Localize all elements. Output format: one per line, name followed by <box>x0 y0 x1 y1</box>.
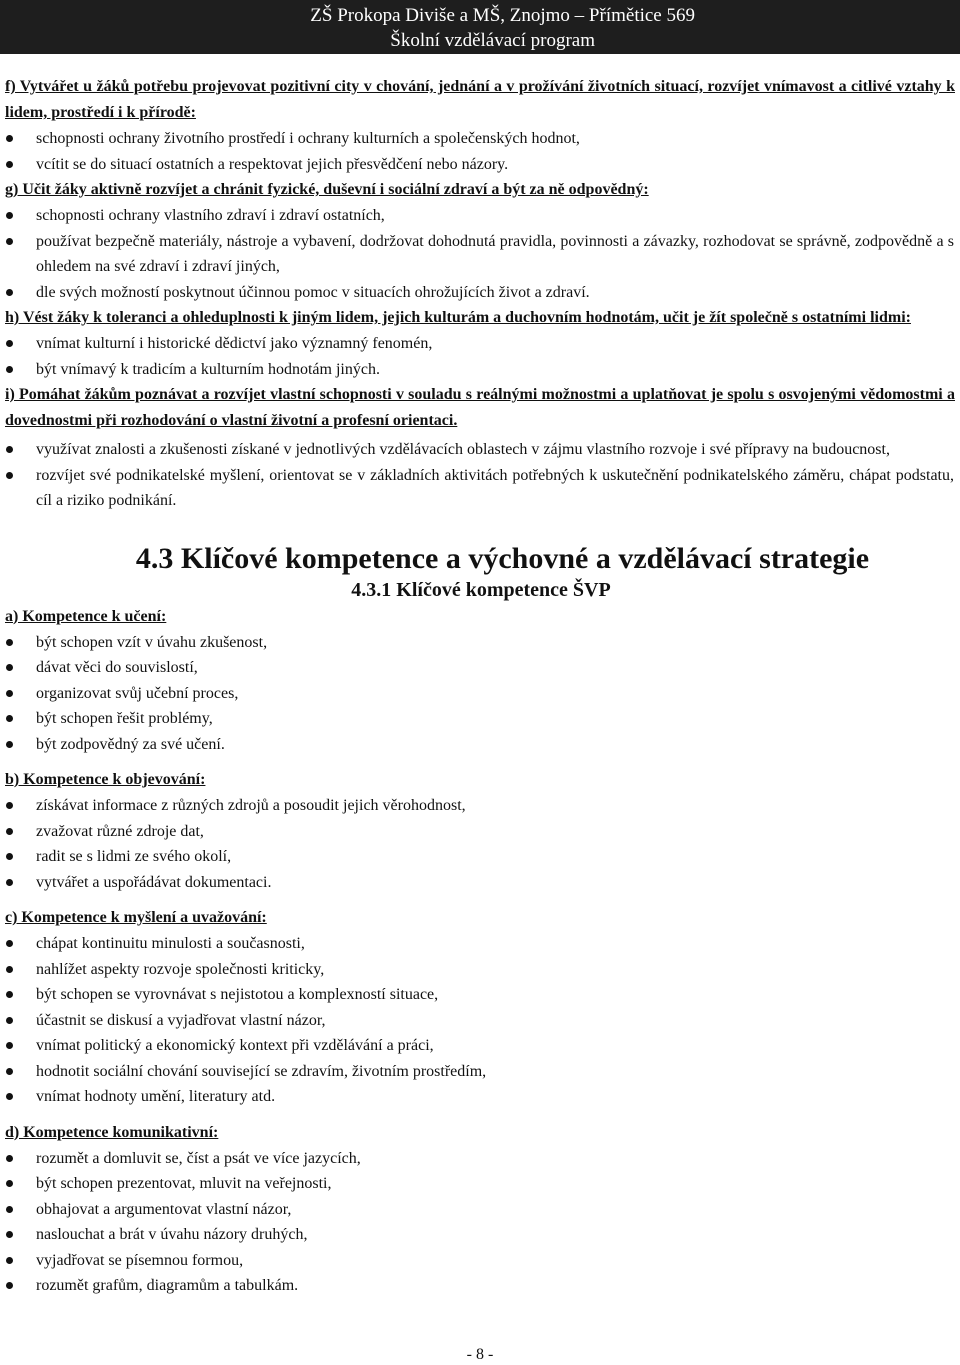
bullet-icon <box>6 802 13 809</box>
list-item: naslouchat a brát v úvahu názory druhých, <box>0 1222 954 1248</box>
list-item: účastnit se diskusí a vyjadřovat vlastní názor, <box>0 1008 954 1034</box>
bullet-icon <box>6 940 13 947</box>
bullet-icon <box>6 664 13 671</box>
bullet-icon <box>6 135 13 142</box>
bullet-icon <box>6 879 13 886</box>
bullet-icon <box>6 212 13 219</box>
list-item: být schopen se vyrovnávat s nejistotou a komplexností situace, <box>0 982 954 1008</box>
list-item: být vnímavý k tradicím a kulturním hodnotám jiných. <box>0 357 954 383</box>
bullet-icon <box>6 161 13 168</box>
section-list-f <box>0 126 960 177</box>
bullet-icon <box>6 853 13 860</box>
list-item: zvažovat různé zdroje dat, <box>0 819 954 845</box>
bullet-icon <box>6 1206 13 1213</box>
competence-heading-d: d) Kompetence komunikativní: <box>5 1123 219 1141</box>
bullet-icon <box>6 991 13 998</box>
list-item: obhajovat a argumentovat vlastní názor, <box>0 1197 954 1223</box>
bullet-icon <box>6 366 13 373</box>
section-heading-g: g) Učit žáky aktivně rozvíjet a chránit fyzické, duševní i sociální zdraví a být za ně odpovědný: <box>5 181 649 198</box>
list-item: schopnosti ochrany životního prostředí i ochrany kulturních a společenských hodnot, <box>0 126 954 152</box>
bullet-icon <box>6 238 13 245</box>
school-name: ZŠ Prokopa Diviše a MŠ, Znojmo – Přímětice 569 <box>310 5 695 26</box>
bullet-icon <box>6 1231 13 1238</box>
bullet-icon <box>6 741 13 748</box>
list-item: dávat věci do souvislostí, <box>0 655 954 681</box>
bullet-icon <box>6 1068 13 1075</box>
list-item: organizovat svůj učební proces, <box>0 681 954 707</box>
list-item: být zodpovědný za své učení. <box>0 732 954 758</box>
competence-list-a <box>0 630 960 758</box>
list-item: vcítit se do situací ostatních a respektovat jejich přesvědčení nebo názory. <box>0 152 954 178</box>
list-item: rozumět a domluvit se, číst a psát ve více jazycích, <box>0 1146 954 1172</box>
list-item: využívat znalosti a zkušenosti získané v jednotlivých vzdělávacích oblastech v zájmu vlastního rozvoje i své přípravy na budoucnost, <box>0 437 954 463</box>
list-item: získávat informace z různých zdrojů a posoudit jejich věrohodnost, <box>0 793 954 819</box>
list-item: chápat kontinuitu minulosti a současnosti, <box>0 931 954 957</box>
document-body <box>0 74 960 1299</box>
bullet-icon <box>6 828 13 835</box>
list-item: vnímat politický a ekonomický kontext při vzdělávání a práci, <box>0 1033 954 1059</box>
list-item: vytvářet a uspořádávat dokumentaci. <box>0 870 954 896</box>
chapter-subtitle: 4.3.1 Klíčové kompetence ŠVP <box>351 578 611 601</box>
list-item: radit se s lidmi ze svého okolí, <box>0 844 954 870</box>
list-item: nahlížet aspekty rozvoje společnosti kriticky, <box>0 957 954 983</box>
list-item: vnímat kulturní i historické dědictví jako významný fenomén, <box>0 331 954 357</box>
list-item: vnímat hodnoty umění, literatury atd. <box>0 1084 954 1110</box>
competence-list-b <box>0 793 960 895</box>
chapter-title: 4.3 Klíčové kompetence a výchovné a vzdělávací strategie <box>135 541 870 575</box>
bullet-icon <box>6 1282 13 1289</box>
bullet-icon <box>6 1017 13 1024</box>
bullet-icon <box>6 966 13 973</box>
competence-heading-c: c) Kompetence k myšlení a uvažování: <box>5 909 267 926</box>
list-item: vyjadřovat se písemnou formou, <box>0 1248 954 1274</box>
competence-list-d <box>0 1146 960 1299</box>
section-list-h <box>0 331 960 382</box>
list-item: být schopen řešit problémy, <box>0 706 954 732</box>
bullet-icon <box>6 446 13 453</box>
bullet-icon <box>6 472 13 479</box>
section-heading-f: f) Vytvářet u žáků potřebu projevovat pozitivní city v chování, jednání a v prožívání životních situací, rozvíjet vnímavost a citlivé vztahy k lidem, prostředí i k přírodě: <box>5 78 955 121</box>
bullet-icon <box>6 1093 13 1100</box>
section-heading-h: h) Vést žáky k toleranci a ohleduplnosti k jiným lidem, jejich kulturám a duchovním hodnotám, učit je žít společně s ostatními lidmi: <box>5 309 911 326</box>
section-heading-i: i) Pomáhat žákům poznávat a rozvíjet vlastní schopnosti v souladu s reálnými možnostmi a uplatňovat je spolu s osvojenými vědomostmi a dovednostmi při rozhodování o vlastní životní a profesní orientaci. <box>5 386 955 429</box>
competence-heading-a: a) Kompetence k učení: <box>5 607 167 625</box>
section-list-i <box>0 437 960 514</box>
bullet-icon <box>6 690 13 697</box>
bullet-icon <box>6 1180 13 1187</box>
competence-list-c <box>0 931 960 1110</box>
list-item: používat bezpečně materiály, nástroje a vybavení, dodržovat dohodnutá pravidla, povinnosti a závazky, rozhodovat se správně, zodpovědně a s ohledem na své zdraví i zdraví jiných, <box>0 229 954 280</box>
list-item: být schopen vzít v úvahu zkušenost, <box>0 630 954 656</box>
bullet-icon <box>6 639 13 646</box>
list-item: hodnotit sociální chování související se zdravím, životním prostředím, <box>0 1059 954 1085</box>
section-list-g <box>0 203 960 305</box>
bullet-icon <box>6 340 13 347</box>
list-item: rozvíjet své podnikatelské myšlení, orientovat se v základních aktivitách potřebných k uskutečnění podnikatelského záměru, chápat podstatu, cíl a riziko podnikání. <box>0 463 954 514</box>
program-name: Školní vzdělávací program <box>390 30 595 51</box>
bullet-icon <box>6 289 13 296</box>
competence-heading-b: b) Kompetence k objevování: <box>5 771 206 788</box>
list-item: schopnosti ochrany vlastního zdraví i zdraví ostatních, <box>0 203 954 229</box>
list-item: rozumět grafům, diagramům a tabulkám. <box>0 1273 954 1299</box>
bullet-icon <box>6 715 13 722</box>
bullet-icon <box>6 1042 13 1049</box>
bullet-icon <box>6 1155 13 1162</box>
list-item: být schopen prezentovat, mluvit na veřejnosti, <box>0 1171 954 1197</box>
list-item: dle svých možností poskytnout účinnou pomoc v situacích ohrožujících život a zdraví. <box>0 280 954 306</box>
page-number: - 8 - <box>466 1346 494 1363</box>
page-header <box>0 0 960 54</box>
bullet-icon <box>6 1257 13 1264</box>
